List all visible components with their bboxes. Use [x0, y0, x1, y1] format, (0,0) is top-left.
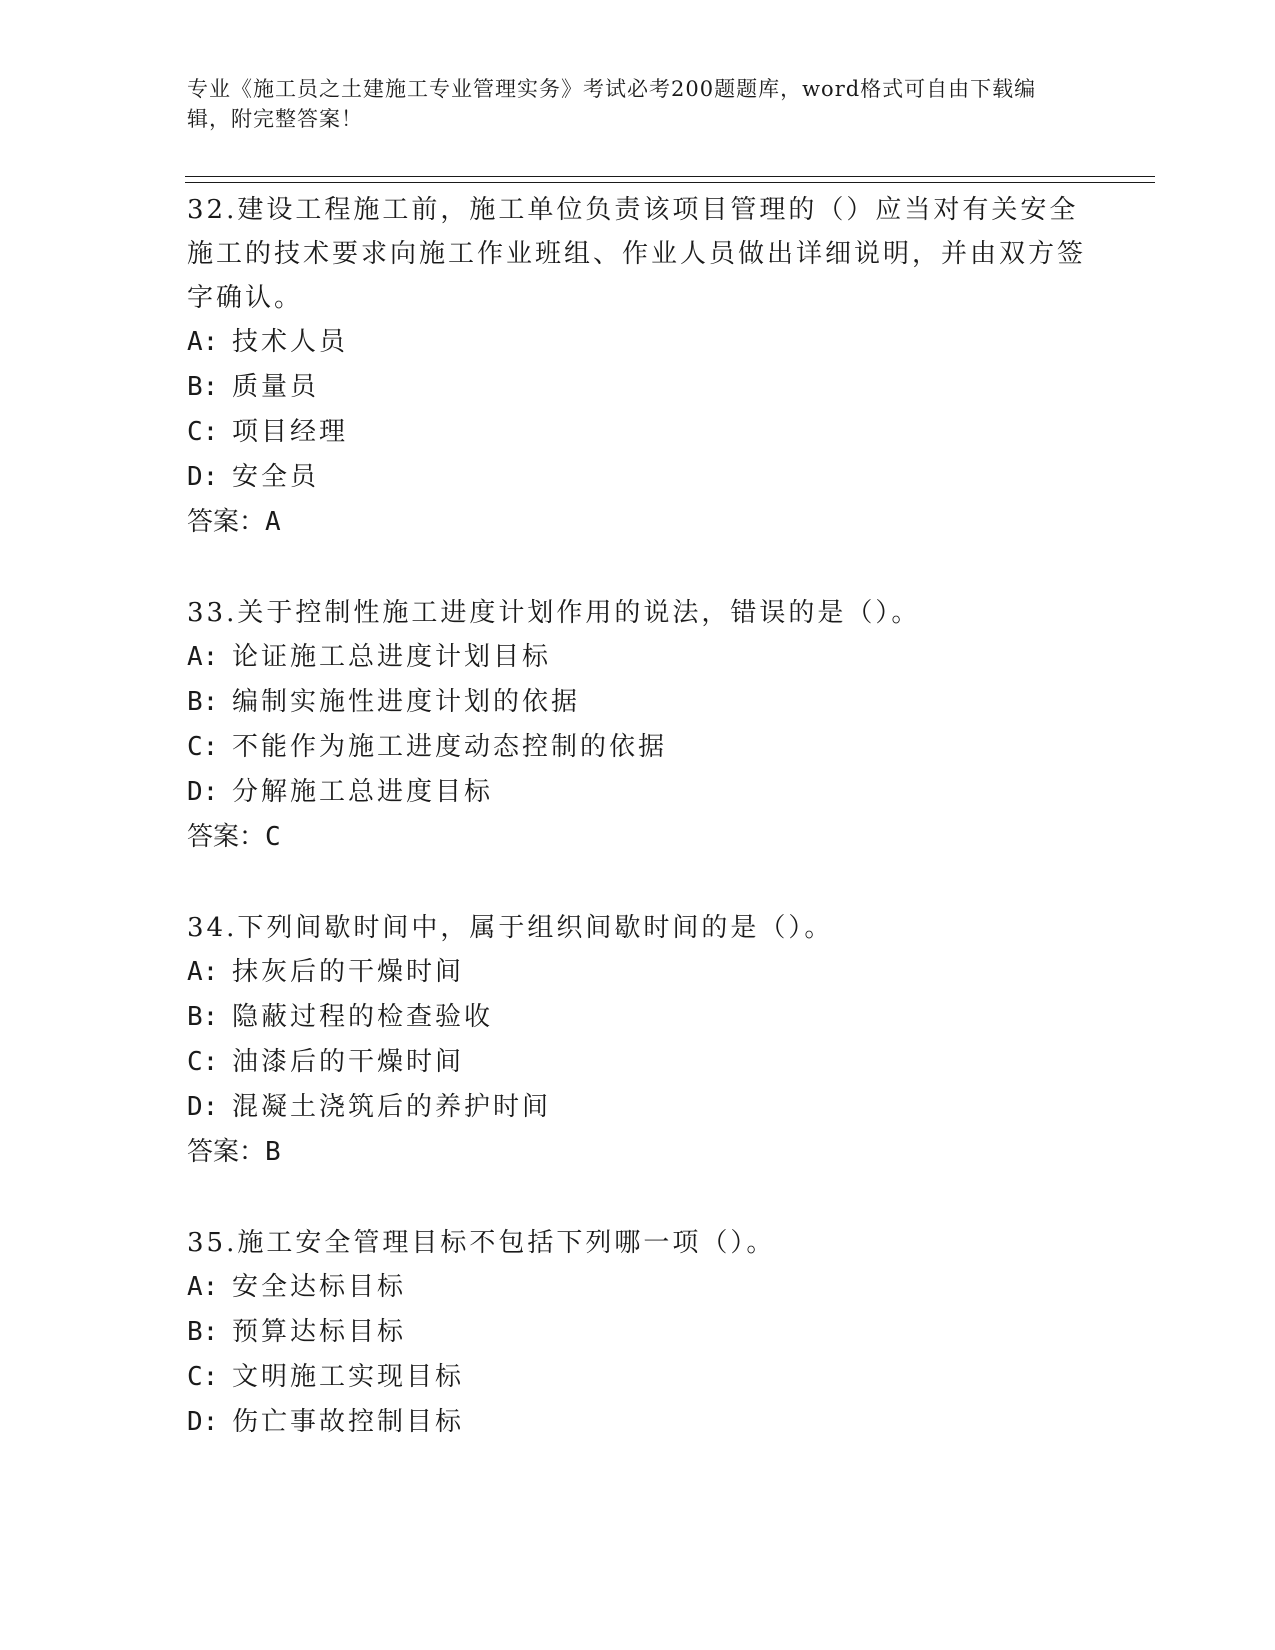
header-intro-text: 专业《施工员之土建施工专业管理实务》考试必考200题题库，word格式可自由下载编辑，附完整答案！ [187, 77, 1037, 131]
option-letter: B: [187, 1317, 219, 1347]
question-34 [187, 906, 1087, 1175]
option-text: 伤亡事故控制目标 [232, 1407, 465, 1437]
option-letter: D: [187, 1407, 219, 1437]
answer-value: A [265, 507, 281, 537]
question-stem: 32.建设工程施工前，施工单位负责该项目管理的（）应当对有关安全施工的技术要求向施工作业班组、作业人员做出详细说明，并由双方签字确认。 [187, 195, 1087, 313]
question-stem: 35.施工安全管理目标不包括下列哪一项（）。 [187, 1228, 776, 1258]
question-35 [187, 1221, 1087, 1445]
option-b [187, 995, 1087, 1040]
option-a [187, 320, 1087, 365]
option-d [187, 1400, 1087, 1445]
answer-value: B [265, 1137, 281, 1167]
document-header [187, 74, 1067, 134]
option-text: 编制实施性进度计划的依据 [232, 687, 581, 717]
option-text: 质量员 [232, 372, 320, 402]
option-text: 项目经理 [232, 417, 349, 447]
option-b [187, 365, 1087, 410]
option-text: 油漆后的干燥时间 [232, 1047, 465, 1077]
option-letter: C: [187, 417, 219, 447]
question-stem: 34.下列间歇时间中，属于组织间歇时间的是（）。 [187, 913, 834, 943]
option-letter: A: [187, 642, 219, 672]
option-a [187, 1265, 1087, 1310]
answer-line [187, 815, 1087, 860]
option-text: 安全达标目标 [232, 1272, 407, 1302]
question-33 [187, 591, 1087, 860]
option-letter: A: [187, 957, 219, 987]
option-text: 论证施工总进度计划目标 [232, 642, 552, 672]
answer-label: 答案： [187, 507, 266, 537]
option-a [187, 635, 1087, 680]
option-c [187, 410, 1087, 455]
option-text: 抹灰后的干燥时间 [232, 957, 465, 987]
option-c [187, 725, 1087, 770]
option-text: 文明施工实现目标 [232, 1362, 465, 1392]
option-letter: D: [187, 1092, 219, 1122]
option-b [187, 1310, 1087, 1355]
option-letter: D: [187, 462, 219, 492]
answer-line [187, 1130, 1087, 1175]
question-stem: 33.关于控制性施工进度计划作用的说法，错误的是（）。 [187, 598, 921, 628]
option-letter: B: [187, 372, 219, 402]
option-text: 混凝土浇筑后的养护时间 [232, 1092, 552, 1122]
option-text: 预算达标目标 [232, 1317, 407, 1347]
option-letter: D: [187, 777, 219, 807]
option-letter: B: [187, 1002, 219, 1032]
question-32 [187, 188, 1087, 545]
option-text: 安全员 [232, 462, 320, 492]
option-d [187, 770, 1087, 815]
answer-label: 答案： [187, 822, 266, 852]
answer-line [187, 500, 1087, 545]
header-divider-bottom [185, 182, 1155, 183]
option-text: 不能作为施工进度动态控制的依据 [232, 732, 668, 762]
option-d [187, 1085, 1087, 1130]
option-d [187, 455, 1087, 500]
option-letter: C: [187, 732, 219, 762]
header-divider-top [185, 176, 1155, 177]
option-letter: C: [187, 1047, 219, 1077]
option-letter: C: [187, 1362, 219, 1392]
option-letter: A: [187, 1272, 219, 1302]
option-text: 技术人员 [232, 327, 349, 357]
option-letter: A: [187, 327, 219, 357]
option-text: 分解施工总进度目标 [232, 777, 494, 807]
option-b [187, 680, 1087, 725]
option-text: 隐蔽过程的检查验收 [232, 1002, 494, 1032]
option-c [187, 1355, 1087, 1400]
question-list [187, 188, 1087, 1491]
option-c [187, 1040, 1087, 1085]
option-letter: B: [187, 687, 219, 717]
option-a [187, 950, 1087, 995]
answer-label: 答案： [187, 1137, 266, 1167]
answer-value: C [265, 822, 281, 852]
